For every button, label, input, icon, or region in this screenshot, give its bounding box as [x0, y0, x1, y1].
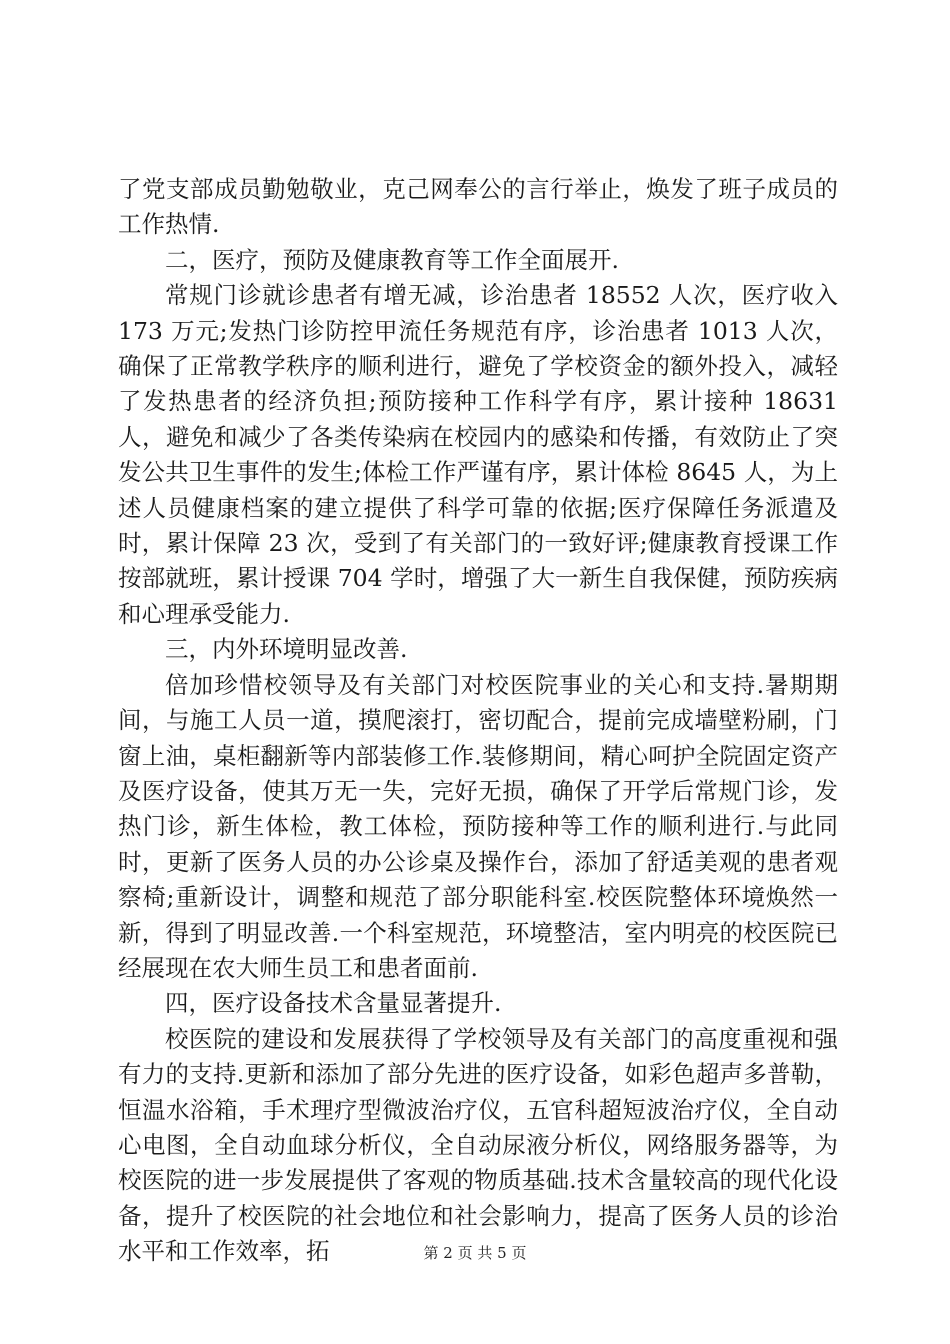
section-heading-4: 四，医疗设备技术含量显著提升.	[165, 989, 502, 1018]
paragraph-continuation: 了党支部成员勤勉敬业，克己网奉公的言行举止，焕发了班子成员的工作热情.	[118, 175, 838, 239]
section-heading-3: 三，内外环境明显改善.	[165, 635, 408, 664]
paragraph-equipment: 校医院的建设和发展获得了学校领导及有关部门的高度重视和强有力的支持.更新和添加了部分先进的医疗设备，如彩色超声多普勒，恒温水浴箱，手术理疗型微波治疗仪，五官科超短波治疗仪，全自动心电图，全自动血球分析仪，全自动尿液分析仪，网络服务器等，为校医院的进一步发展提供了客观的物质基础.技术含量较高的现代化设备，提升了校医院的社会地位和社会影响力，提高了医务人员的诊治水平和工作效率，拓	[118, 1024, 838, 1266]
section-heading-2: 二，医疗，预防及健康教育等工作全面展开.	[165, 245, 619, 274]
document-body	[118, 172, 838, 1270]
paragraph-medical-stats: 常规门诊就诊患者有增无减，诊治患者 18552 人次，医疗收入 173 万元;发热门诊防控甲流任务规范有序，诊治患者 1013 人次，确保了正常教学秩序的顺利进行，避免了学校资金的额外投入，减轻了发热患者的经济负担;预防接种工作科学有序，累计接种 18631 人，避免和减少了各类传染病在校园内的感染和传播，有效防止了突发公共卫生事件的发生;体检工作严谨有序，累计体检 8645 人，为上述人员健康档案的建立提供了科学可靠的依据;医疗保障任务派遣及时，累计保障 23 次，受到了有关部门的一致好评;健康教育授课工作按部就班，累计授课 704 学时，增强了大一新生自我保健，预防疾病和心理承受能力.	[118, 281, 838, 628]
page-number-footer: 第 2 页 共 5 页	[423, 1244, 527, 1262]
paragraph-environment: 倍加珍惜校领导及有关部门对校医院事业的关心和支持.暑期期间，与施工人员一道，摸爬滚打，密切配合，提前完成墙壁粉刷，门窗上油，桌柜翻新等内部装修工作.装修期间，精心呵护全院固定资产及医疗设备，使其万无一失，完好无损，确保了开学后常规门诊，发热门诊，新生体检，教工体检，预防接种等工作的顺利进行.与此同时，更新了医务人员的办公诊桌及操作台，添加了舒适美观的患者观察椅;重新设计，调整和规范了部分职能科室.校医院整体环境焕然一新，得到了明显改善.一个科室规范，环境整洁，室内明亮的校医院已经展现在农大师生员工和患者面前.	[118, 670, 838, 982]
